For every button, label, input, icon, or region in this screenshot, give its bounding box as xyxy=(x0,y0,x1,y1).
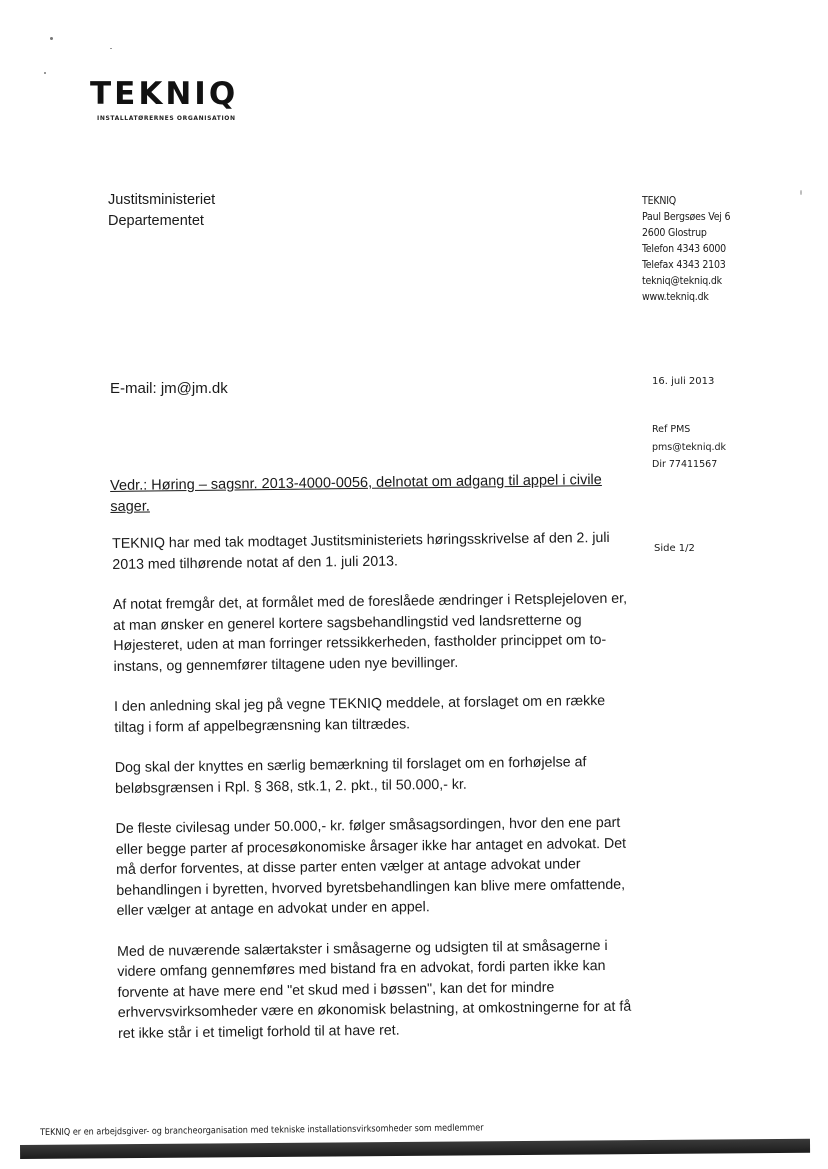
reference-direct-phone: Dir 77411567 xyxy=(652,459,718,470)
letter-body xyxy=(112,528,638,1064)
body-paragraph: De fleste civilesag under 50.000,- kr. følger småsagsordingen, hvor den ene part eller begge parter af procesøkonomiske årsager ikke har antaget en advokat. Det må derfor forventes, at disse parter enten vælger at antage advokat under behandlingen i byretten, hvorved byretsbehandlingen kan blive mere omfattende, eller vælger at antage en advokat under en appel. xyxy=(115,814,627,919)
body-paragraph: Med de nuværende salærtakster i småsagerne og udsigten til at småsagerne i videre omfang gennemføres med bistand fra en advokat, fordi parten ikke kan forvente at have mere end "et skud med i bøssen", kan det for mindre erhvervsvirksomheder være en økonomisk belastning, at omkostningerne for at få ret ikke står i et timeligt forhold til at have ret. xyxy=(117,937,632,1042)
reference-block xyxy=(652,421,726,474)
recipient-line-1: Justitsministeriet xyxy=(108,192,216,208)
page-indicator: Side 1/2 xyxy=(654,543,695,554)
sender-email: tekniq@tekniq.dk xyxy=(642,275,722,287)
scan-speck xyxy=(44,72,46,74)
logo-tagline: INSTALLATØRERNES ORGANISATION xyxy=(97,115,236,122)
letter-date: 16. juli 2013 xyxy=(652,376,715,387)
sender-address xyxy=(642,193,730,305)
footer-note: TEKNIQ er en arbejdsgiver- og brancheorganisation med tekniske installationsvirksomheder som medlemmer xyxy=(40,1123,484,1138)
sender-name: TEKNIQ xyxy=(642,195,677,207)
organization-logo: TEKNIQ xyxy=(90,76,239,112)
body-paragraph: I den anledning skal jeg på vegne TEKNIQ meddele, at forslaget om en række tiltag i form af appelbegrænsning kan tiltrædes. xyxy=(114,692,606,736)
footer-bar xyxy=(20,1139,810,1159)
sender-street: Paul Bergsøes Vej 6 xyxy=(642,211,731,223)
body-paragraph: Dog skal der knyttes en særlig bemærkning til forslaget om en forhøjelse af beløbsgrænsen i Rpl. § 368, stk.1, 2. pkt., til 50.000,- kr. xyxy=(114,754,587,797)
subject-line: Vedr.: Høring – sagsnr. 2013-4000-0056, delnotat om adgang til appel i civile sager. xyxy=(110,471,602,515)
sender-website: www.tekniq.dk xyxy=(642,291,709,303)
body-paragraph: Af notat fremgår det, at formålet med de foreslåede ændringer i Retsplejeloven er, at man ønsker en generel kortere sagsbehandlingstid ved landsretterne og Højesteret, uden at man forringer retssikkerheden, fastholder princippet om to-instans, og gennemfører tiltagene uden nye bevillinger. xyxy=(112,590,628,675)
recipient-email: E-mail: jm@jm.dk xyxy=(110,380,228,397)
scan-speck xyxy=(50,37,53,40)
recipient-line-2: Departementet xyxy=(108,213,204,229)
sender-fax: Telefax 4343 2103 xyxy=(642,259,726,271)
recipient-address xyxy=(108,190,215,232)
scan-speck xyxy=(110,48,112,49)
body-paragraph: TEKNIQ har med tak modtaget Justitsministeriets høringsskrivelse af den 2. juli 2013 med tilhørende notat af den 1. juli 2013. xyxy=(112,529,610,573)
sender-city: 2600 Glostrup xyxy=(642,227,707,239)
scan-speck xyxy=(800,190,802,195)
reference-initials: Ref PMS xyxy=(652,424,691,435)
reference-email: pms@tekniq.dk xyxy=(652,441,727,453)
sender-phone: Telefon 4343 6000 xyxy=(642,243,726,255)
